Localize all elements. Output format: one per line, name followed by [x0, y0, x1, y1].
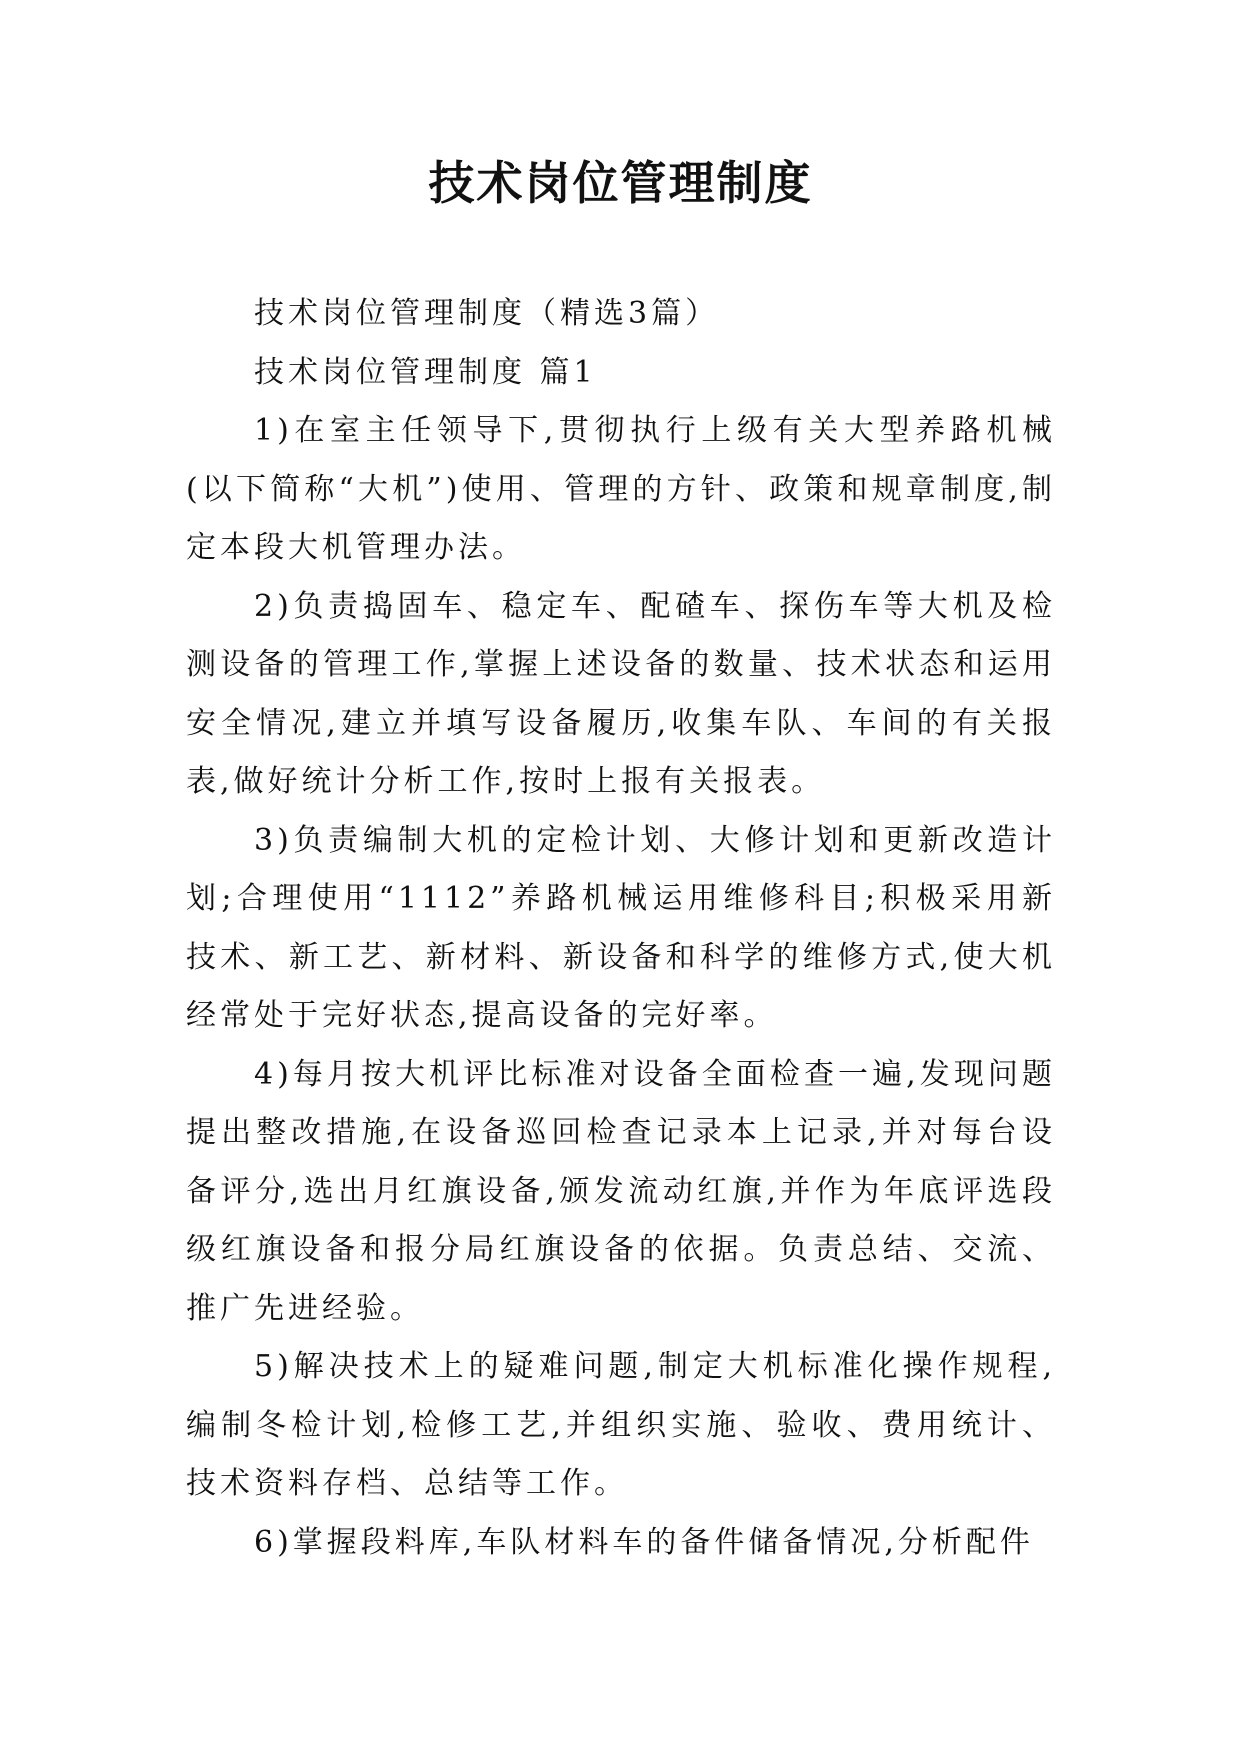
- paragraph-item-1: 1)在室主任领导下,贯彻执行上级有关大型养路机械(以下简称“大机”)使用、管理的方针、政策和规章制度,制定本段大机管理办法。: [186, 413, 1056, 565]
- paragraph-item-2: 2)负责捣固车、稳定车、配碴车、探伤车等大机及检测设备的管理工作,掌握上述设备的数量、技术状态和运用安全情况,建立并填写设备履历,收集车队、车间的有关报表,做好统计分析工作,按时上报有关报表。: [186, 588, 1056, 799]
- document-body: [186, 285, 1056, 1572]
- subtitle-selection: 技术岗位管理制度（精选3篇）: [254, 296, 720, 331]
- paragraph-item-4: 4)每月按大机评比标准对设备全面检查一遍,发现问题提出整改措施,在设备巡回检查记录本上记录,并对每台设备评分,选出月红旗设备,颁发流动红旗,并作为年底评选段级红旗设备和报分局红旗设备的依据。负责总结、交流、推广先进经验。: [186, 1056, 1056, 1326]
- section-heading: 技术岗位管理制度 篇1: [254, 354, 597, 390]
- paragraph-item-3: 3)负责编制大机的定检计划、大修计划和更新改造计划;合理使用“1112”养路机械运用维修科目;积极采用新技术、新工艺、新材料、新设备和科学的维修方式,使大机经常处于完好状态,提高设备的完好率。: [186, 822, 1056, 1033]
- paragraph-item-5: 5)解决技术上的疑难问题,制定大机标准化操作规程,编制冬检计划,检修工艺,并组织实施、验收、费用统计、技术资料存档、总结等工作。: [186, 1349, 1056, 1501]
- document-title: 技术岗位管理制度: [428, 156, 813, 210]
- paragraph-item-6: 6)掌握段料库,车队材料车的备件储备情况,分析配件: [254, 1524, 1034, 1560]
